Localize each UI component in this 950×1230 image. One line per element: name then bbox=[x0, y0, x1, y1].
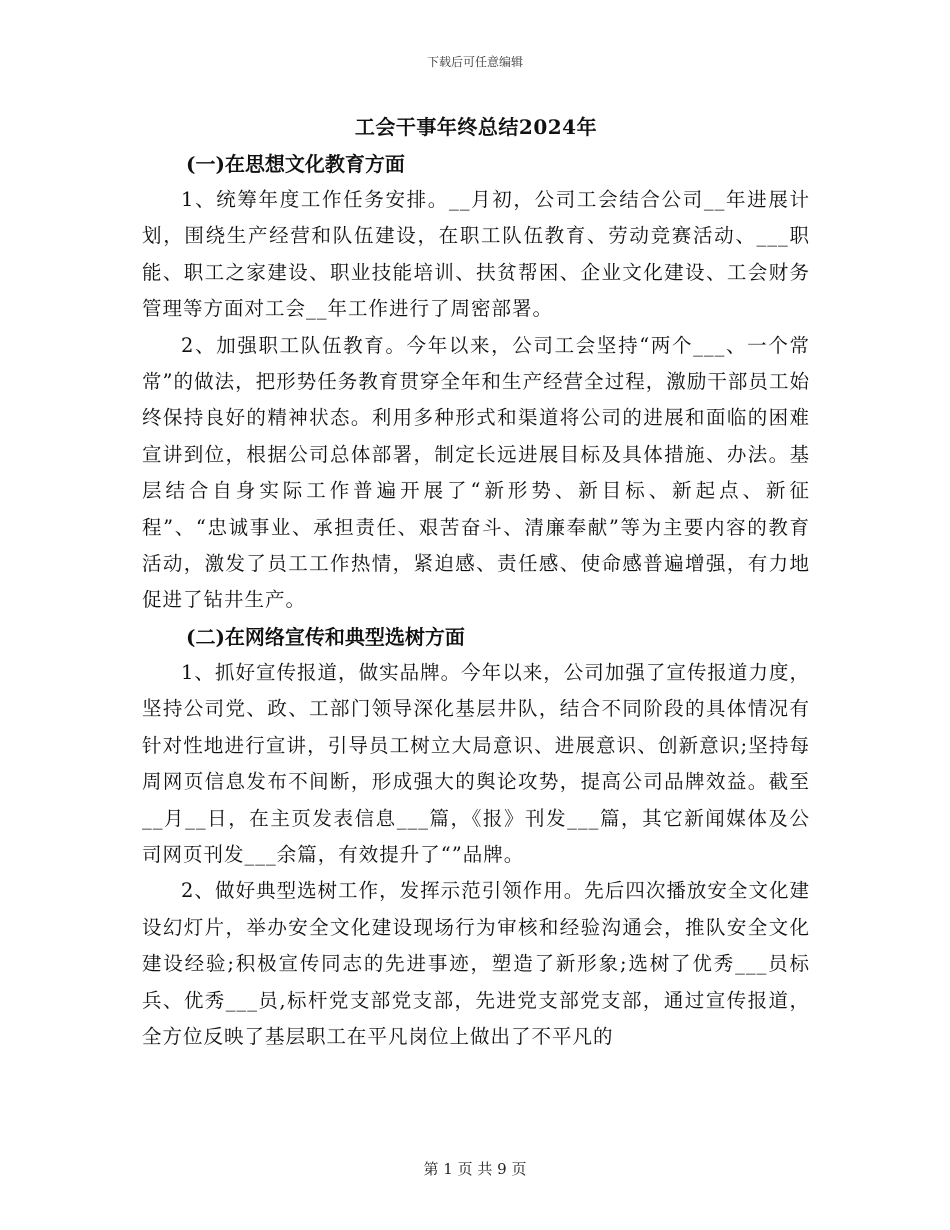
page-number: 第 1 页 共 9 页 bbox=[423, 1160, 527, 1178]
section-heading: (二)在网络宣传和典型选树方面 bbox=[186, 624, 465, 649]
paragraph: 2、做好典型选树工作，发挥示范引领作用。先后四次播放安全文化建设幻灯片，举办安全文化建设现场行为审核和经验沟通会，推队安全文化建设经验;积极宣传同志的先进事迹，塑造了新形象;选树了优秀___员标兵、优秀___员,标杆党支部党支部，先进党支部党支部，通过宣传报道，全方位反映了基层职工在平凡岗位上做出了不平凡的 bbox=[142, 879, 810, 1048]
download-edit-note: 下载后可任意编辑 bbox=[426, 55, 523, 69]
paragraph: 2、加强职工队伍教育。今年以来，公司工会坚持“两个___、一个常常”的做法，把形势任务教育贯穿全年和生产经营全过程，激励干部员工始终保持良好的精神状态。利用多种形式和渠道将公司的进展和面临的困难宣讲到位，根据公司总体部署，制定长远进展目标及具体措施、办法。基层结合自身实际工作普遍开展了“新形势、新目标、新起点、新征程”、“忠诚事业、承担责任、艰苦奋斗、清廉奉献”等为主要内容的教育活动，激发了员工工作热情，紧迫感、责任感、使命感普遍增强，有力地促进了钻井生产。 bbox=[142, 333, 810, 612]
section-network-publicity bbox=[142, 619, 810, 1055]
section-heading: (一)在思想文化教育方面 bbox=[186, 152, 405, 176]
document-title: 工会干事年终总结2024年 bbox=[354, 115, 598, 139]
paragraph: 1、统筹年度工作任务安排。__月初，公司工会结合公司__年进展计划，围绕生产经营和队伍建设，在职工队伍教育、劳动竞赛活动、___职能、职工之家建设、职业技能培训、扶贫帮困、企业文化建设、工会财务管理等方面对工会__年工作进行了周密部署。 bbox=[142, 188, 810, 321]
paragraph: 1、抓好宣传报道，做实品牌。今年以来，公司加强了宣传报道力度，坚持公司党、政、工部门领导深化基层井队，结合不同阶段的具体情况有针对性地进行宣讲，引导员工树立大局意识、进展意识、创新意识;坚持每周网页信息发布不间断，形成强大的舆论攻势，提高公司品牌效益。截至__月__日，在主页发表信息___篇，《报》刊发___篇，其它新闻媒体及公司网页刊发___余篇，有效提升了“”品牌。 bbox=[142, 660, 810, 866]
document-body bbox=[142, 108, 810, 1055]
section-ideology-education bbox=[142, 146, 810, 619]
